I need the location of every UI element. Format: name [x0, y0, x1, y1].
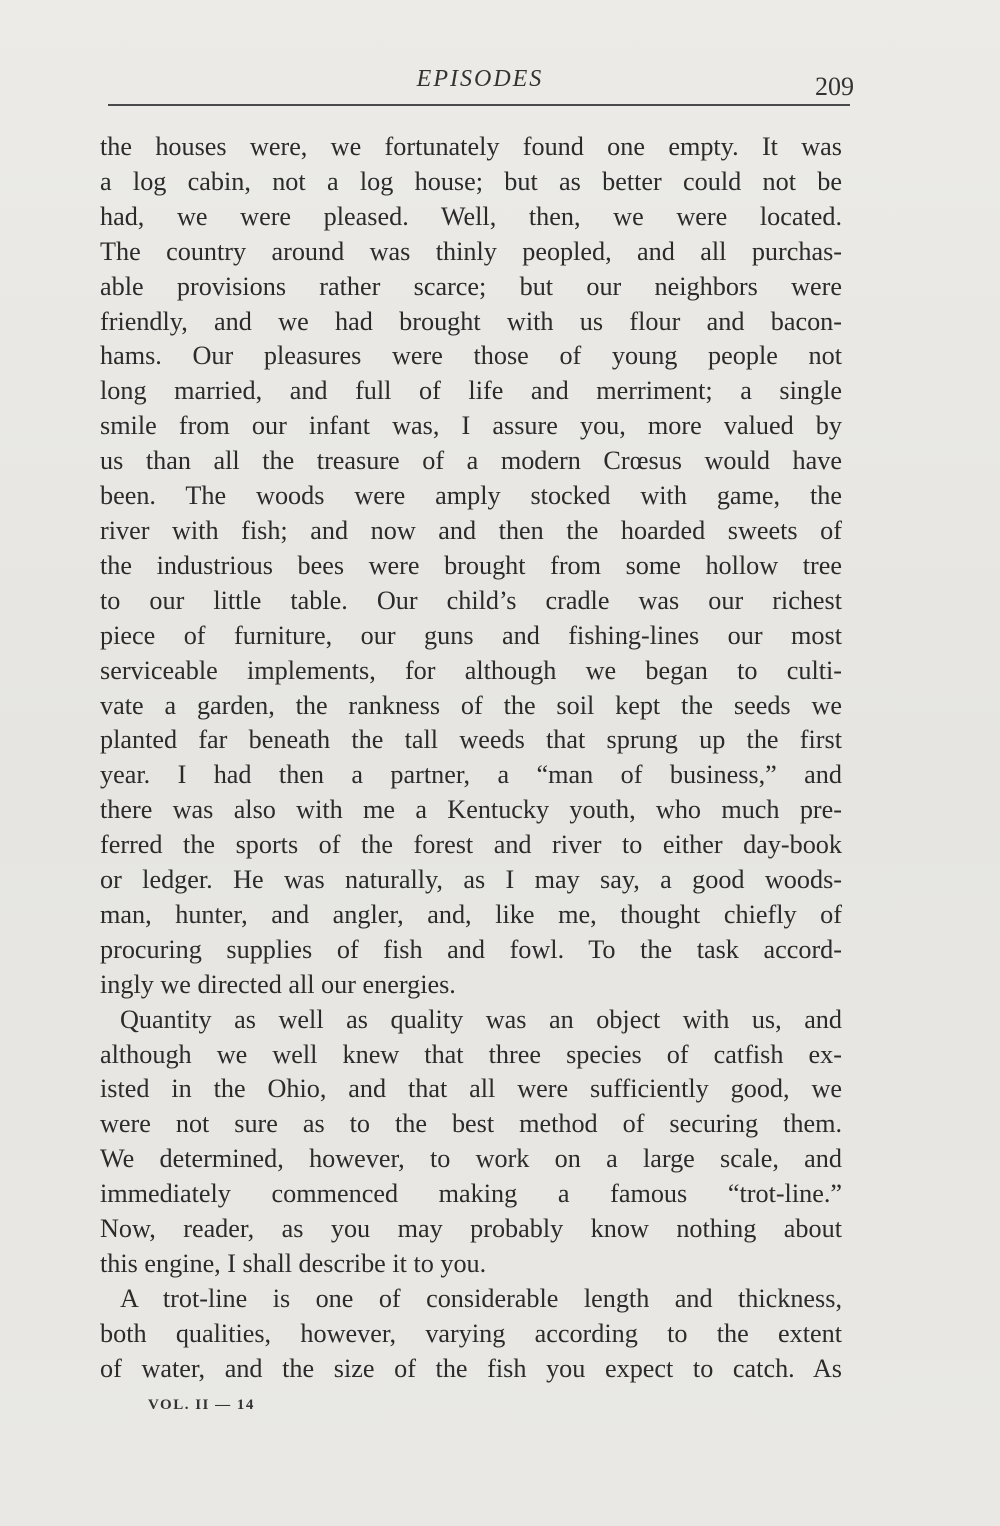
text-line: river with fish; and now and then the hoarded sweets of: [100, 515, 842, 545]
text-line: or ledger. He was naturally, as I may say, a good woods-: [100, 865, 842, 895]
text-line: there was also with me a Kentucky youth, who much pre-: [100, 795, 842, 825]
text-line: although we well knew that three species of catfish ex-: [100, 1039, 842, 1069]
header-rule: [108, 104, 850, 106]
text-line: both qualities, however, varying according to the extent: [100, 1318, 842, 1348]
page-number: 209: [815, 72, 854, 101]
text-line: Quantity as well as quality was an object with us, and: [120, 1004, 842, 1034]
text-line: A trot-line is one of considerable length and thickness,: [120, 1283, 842, 1313]
text-line: procuring supplies of fish and fowl. To the task accord-: [100, 934, 842, 964]
text-line: smile from our infant was, I assure you, more valued by: [100, 411, 842, 441]
text-line: been. The woods were amply stocked with game, the: [100, 481, 842, 511]
text-line: able provisions rather scarce; but our neighbors were: [100, 271, 842, 301]
text-line: We determined, however, to work on a large scale, and: [100, 1144, 842, 1174]
text-line: piece of furniture, our guns and fishing-lines our most: [100, 620, 842, 650]
text-line: were not sure as to the best method of securing them.: [100, 1109, 842, 1139]
running-head-title: EPISODES: [416, 66, 544, 92]
text-line: The country around was thinly peopled, and all purchas-: [100, 236, 842, 266]
text-line: ingly we directed all our energies.: [100, 969, 456, 999]
text-line: to our little table. Our child’s cradle was our richest: [100, 585, 842, 615]
text-line: year. I had then a partner, a “man of business,” and: [100, 760, 842, 790]
text-line: planted far beneath the tall weeds that sprung up the first: [100, 725, 842, 755]
body-text: [100, 130, 842, 1387]
text-line: the industrious bees were brought from some hollow tree: [100, 550, 842, 580]
text-line: the houses were, we fortunately found one empty. It was: [100, 132, 842, 161]
text-line: had, we were pleased. Well, then, we were located.: [100, 201, 842, 231]
text-line: a log cabin, not a log house; but as better could not be: [100, 166, 842, 196]
text-line: vate a garden, the rankness of the soil kept the seeds we: [100, 690, 842, 720]
text-line: long married, and full of life and merriment; a single: [100, 376, 842, 406]
signature-mark: VOL. II — 14: [148, 1397, 255, 1413]
text-line: this engine, I shall describe it to you.: [100, 1249, 487, 1278]
text-line: friendly, and we had brought with us flour and bacon-: [100, 306, 842, 336]
text-line: us than all the treasure of a modern Crœsus would have: [100, 446, 842, 476]
text-line: serviceable implements, for although we began to culti-: [100, 655, 842, 685]
text-line: immediately commenced making a famous “trot-line.”: [100, 1179, 842, 1209]
text-line: ferred the sports of the forest and river to either day-book: [100, 830, 842, 860]
text-line: man, hunter, and angler, and, like me, thought chiefly of: [100, 899, 842, 929]
text-line: of water, and the size of the fish you expect to catch. As: [100, 1353, 842, 1383]
text-line: isted in the Ohio, and that all were sufficiently good, we: [100, 1074, 842, 1104]
text-line: Now, reader, as you may probably know nothing about: [100, 1214, 842, 1244]
text-line: hams. Our pleasures were those of young people not: [100, 341, 842, 371]
